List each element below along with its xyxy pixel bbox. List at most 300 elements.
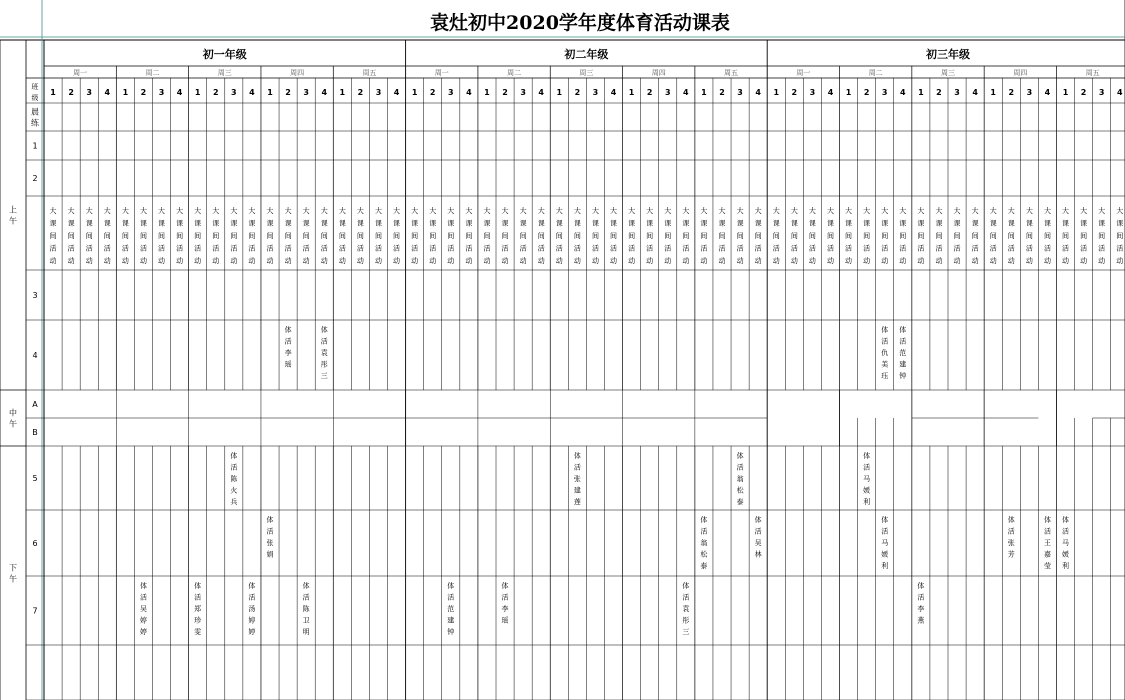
break-activity-char: 大 xyxy=(139,207,147,215)
break-activity-char: 大 xyxy=(1025,207,1033,215)
break-activity-char: 动 xyxy=(176,257,184,265)
section-label-noon: 午 xyxy=(9,419,17,429)
class-entry-char: 泰 xyxy=(700,562,708,570)
period-number: 1 xyxy=(122,88,129,97)
class-entry-char: 美 xyxy=(881,360,889,369)
break-activity-char: 动 xyxy=(447,257,455,265)
row-label-r-chenlian: 晨 xyxy=(31,107,39,117)
class-entry-char: 婷 xyxy=(139,616,147,625)
period-number: 4 xyxy=(104,88,111,97)
break-activity-char: 活 xyxy=(429,244,437,253)
class-entry-char: 活 xyxy=(736,463,744,472)
break-activity-char: 课 xyxy=(664,219,672,228)
day-header: 周五 xyxy=(362,69,377,77)
class-entry-char: 明 xyxy=(302,628,310,636)
break-activity-char: 动 xyxy=(338,257,346,265)
break-activity-char: 间 xyxy=(356,232,364,240)
class-entry xyxy=(863,451,870,506)
day-header: 周一 xyxy=(73,69,88,77)
break-activity-char: 课 xyxy=(718,219,726,228)
class-entry-char: 汤 xyxy=(248,605,256,613)
class-entry-char: 郑 xyxy=(194,605,202,613)
break-activity-char: 活 xyxy=(808,244,816,253)
break-activity-char: 动 xyxy=(1098,257,1106,265)
break-activity-char: 活 xyxy=(393,244,401,253)
row-label-r-4: 4 xyxy=(32,351,38,360)
class-entry-char: 体 xyxy=(320,326,328,334)
break-activity-char: 课 xyxy=(537,219,545,228)
class-entry-char: 莹 xyxy=(1043,562,1051,570)
class-entry-char: 吴 xyxy=(754,539,762,547)
period-number: 4 xyxy=(321,88,328,97)
break-activity-char: 间 xyxy=(248,232,256,240)
break-activity-char: 课 xyxy=(429,219,437,228)
break-activity-char: 大 xyxy=(863,207,871,215)
break-activity-char: 活 xyxy=(772,244,780,253)
break-activity-char: 大 xyxy=(465,207,473,215)
break-activity-char: 大 xyxy=(971,207,979,215)
row-label-r-5: 5 xyxy=(32,474,38,483)
class-entry-char: 兵 xyxy=(230,498,238,506)
class-entry-char: 媛 xyxy=(881,550,889,559)
break-activity-char: 大 xyxy=(1080,207,1088,215)
break-activity-char: 动 xyxy=(139,257,147,265)
break-activity-char: 大 xyxy=(989,207,997,215)
break-activity-char: 活 xyxy=(718,244,726,253)
period-number: 2 xyxy=(574,88,581,97)
period-number: 2 xyxy=(791,88,798,97)
break-activity-char: 动 xyxy=(845,257,853,265)
class-entry-char: 体 xyxy=(139,582,147,590)
break-activity-char: 活 xyxy=(465,244,473,253)
break-activity-char: 间 xyxy=(1007,232,1015,240)
break-activity-char: 活 xyxy=(320,244,328,253)
period-number: 3 xyxy=(520,88,526,97)
break-activity-char: 活 xyxy=(971,244,979,253)
class-entry-char: 活 xyxy=(302,593,310,602)
period-number: 3 xyxy=(1026,88,1033,97)
break-activity-char: 课 xyxy=(772,219,780,228)
period-number: 1 xyxy=(484,88,490,97)
class-entry-char: 体 xyxy=(501,582,509,590)
break-activity-char: 动 xyxy=(248,257,256,265)
class-entry-char: 利 xyxy=(863,498,871,506)
class-entry xyxy=(447,581,454,636)
break-activity-char: 活 xyxy=(935,244,943,253)
class-entry-char: 体 xyxy=(302,582,310,590)
break-activity-char: 活 xyxy=(519,244,527,253)
break-activity-char: 间 xyxy=(465,232,473,240)
class-entry-char: 体 xyxy=(1043,516,1051,524)
break-activity-char: 大 xyxy=(555,207,563,215)
break-activity-char: 大 xyxy=(447,207,455,215)
break-activity-char: 间 xyxy=(1043,232,1051,240)
class-entry-char: 体 xyxy=(284,326,292,334)
break-activity-char: 间 xyxy=(971,232,979,240)
break-activity-char: 间 xyxy=(790,232,798,240)
break-activity-char: 间 xyxy=(899,232,907,240)
break-activity-char: 动 xyxy=(700,257,708,265)
section-label-noon: 中 xyxy=(9,408,17,418)
break-activity-char: 动 xyxy=(1062,257,1070,265)
break-activity-char: 大 xyxy=(519,207,527,215)
break-activity-char: 课 xyxy=(555,219,563,228)
class-entry-char: 建 xyxy=(447,616,455,625)
break-activity-char: 大 xyxy=(501,207,509,215)
break-activity-char: 大 xyxy=(646,207,654,215)
break-activity-char: 间 xyxy=(646,232,654,240)
break-activity-char: 大 xyxy=(356,207,364,215)
period-number: 4 xyxy=(610,88,617,97)
break-activity-char: 大 xyxy=(302,207,310,215)
break-activity-char: 间 xyxy=(176,232,184,240)
day-header: 周二 xyxy=(145,69,160,77)
break-activity-char: 课 xyxy=(49,219,57,228)
class-entry-char: 林 xyxy=(754,550,762,559)
break-activity-char: 间 xyxy=(772,232,780,240)
break-activity-char: 大 xyxy=(85,207,93,215)
class-entry xyxy=(194,581,201,636)
break-activity-char: 间 xyxy=(266,232,274,240)
break-activity-char: 大 xyxy=(1043,207,1051,215)
class-entry-char: 张 xyxy=(573,475,581,483)
break-activity-char: 间 xyxy=(338,232,346,240)
break-activity-char: 间 xyxy=(917,232,925,240)
class-entry-char: 活 xyxy=(881,337,889,346)
period-number: 2 xyxy=(1008,88,1015,97)
break-activity-char: 大 xyxy=(754,207,762,215)
break-activity-char: 课 xyxy=(302,219,310,228)
break-activity-char: 间 xyxy=(429,232,437,240)
period-number: 2 xyxy=(1080,88,1087,97)
break-activity-char: 活 xyxy=(85,244,93,253)
class-entry-char: 彤 xyxy=(682,616,690,625)
day-header: 周三 xyxy=(941,69,955,77)
break-activity-char: 活 xyxy=(139,244,147,253)
class-entry xyxy=(1044,515,1051,570)
break-activity-char: 大 xyxy=(320,207,328,215)
period-number: 4 xyxy=(466,88,472,97)
break-activity-char: 大 xyxy=(194,207,202,215)
break-activity-char: 间 xyxy=(718,232,726,240)
break-activity-char: 动 xyxy=(591,257,599,265)
break-activity-char: 大 xyxy=(845,207,853,215)
break-activity-char: 活 xyxy=(537,244,545,253)
break-activity-char: 大 xyxy=(591,207,599,215)
break-activity-char: 间 xyxy=(230,232,238,240)
break-activity-char: 活 xyxy=(1080,244,1088,253)
class-entry-char: 体 xyxy=(194,582,202,590)
break-activity-char: 大 xyxy=(1116,207,1124,215)
class-entry xyxy=(917,581,925,625)
class-entry-char: 活 xyxy=(194,593,202,602)
break-activity-char: 课 xyxy=(826,219,834,228)
class-entry-char: 体 xyxy=(881,516,889,524)
break-activity-char: 大 xyxy=(1007,207,1015,215)
day-header: 周一 xyxy=(796,69,811,77)
class-entry-char: 活 xyxy=(447,593,455,602)
class-entry-char: 体 xyxy=(230,452,238,460)
break-activity-char: 大 xyxy=(772,207,780,215)
class-entry xyxy=(700,515,708,570)
class-entry xyxy=(230,451,238,506)
class-entry-char: 火 xyxy=(230,486,238,495)
break-activity-char: 课 xyxy=(139,219,147,228)
break-activity-char: 课 xyxy=(158,219,166,228)
break-activity-char: 动 xyxy=(85,257,93,265)
break-activity-char: 大 xyxy=(682,207,690,215)
class-entry-char: 袁 xyxy=(682,605,690,613)
break-activity-char: 动 xyxy=(429,257,437,265)
day-header: 周四 xyxy=(651,69,666,77)
class-entry-char: 陈 xyxy=(230,475,238,483)
break-activity-char: 间 xyxy=(754,232,762,240)
period-number: 1 xyxy=(267,88,273,97)
break-activity-char: 动 xyxy=(266,257,274,265)
class-entry-char: 活 xyxy=(881,527,889,536)
break-activity-char: 动 xyxy=(302,257,310,265)
break-activity-char: 动 xyxy=(537,257,545,265)
break-activity-char: 活 xyxy=(158,244,166,253)
break-activity-char: 动 xyxy=(284,257,292,265)
class-entry-char: 翁 xyxy=(736,475,744,483)
break-activity-char: 动 xyxy=(1080,257,1088,265)
break-activity-char: 课 xyxy=(1116,219,1124,228)
break-activity-char: 间 xyxy=(212,232,220,240)
class-entry xyxy=(267,515,274,559)
break-activity-char: 大 xyxy=(537,207,545,215)
period-number: 2 xyxy=(357,88,364,97)
class-entry-char: 马 xyxy=(1062,539,1070,547)
break-activity-char: 活 xyxy=(736,244,744,253)
schedule-title: 袁灶初中2020学年度体育活动课表 xyxy=(430,12,730,34)
break-activity-char: 间 xyxy=(519,232,527,240)
break-activity-char: 课 xyxy=(411,219,419,228)
break-activity-char: 活 xyxy=(1025,244,1033,253)
class-entry-char: 体 xyxy=(447,582,455,590)
break-activity-char: 活 xyxy=(573,244,581,253)
break-activity-char: 动 xyxy=(555,257,563,265)
period-number: 4 xyxy=(755,88,761,97)
class-entry-char: 婷 xyxy=(139,628,147,636)
break-activity-char: 课 xyxy=(682,219,690,228)
break-activity-char: 动 xyxy=(411,257,419,265)
class-entry-char: 活 xyxy=(1062,527,1070,536)
day-header: 周二 xyxy=(507,69,522,77)
period-number: 2 xyxy=(429,88,436,97)
break-activity-char: 课 xyxy=(465,219,473,228)
class-entry xyxy=(881,325,888,380)
class-entry-char: 活 xyxy=(573,463,581,472)
grade-headers xyxy=(202,47,970,61)
class-entry-char: 卫 xyxy=(302,616,310,625)
class-entry-char: 珏 xyxy=(881,372,889,380)
class-entry-char: 媛 xyxy=(863,486,871,495)
period-number: 3 xyxy=(86,88,92,97)
class-entry xyxy=(574,451,581,506)
class-entry xyxy=(682,581,689,636)
break-activity-char: 活 xyxy=(917,244,925,253)
day-header: 周二 xyxy=(868,69,883,77)
class-entry-char: 体 xyxy=(881,326,889,334)
break-activity-char: 活 xyxy=(899,244,907,253)
break-activity-char: 动 xyxy=(1025,257,1033,265)
break-activity-char: 动 xyxy=(573,257,581,265)
break-activity-char: 间 xyxy=(808,232,816,240)
class-entry xyxy=(248,581,255,636)
break-activity-char: 活 xyxy=(447,244,455,253)
break-activity-char: 活 xyxy=(121,244,129,253)
break-activity-char: 动 xyxy=(646,257,654,265)
period-headers xyxy=(32,82,1123,102)
period-number: 2 xyxy=(285,88,291,97)
row-label-r-3: 3 xyxy=(32,291,38,300)
class-header-char: 班 xyxy=(31,83,39,91)
class-entry-char: 范 xyxy=(447,605,455,613)
class-entry-char: 建 xyxy=(899,360,907,369)
day-header: 周四 xyxy=(290,69,305,77)
class-entry-char: 三 xyxy=(682,628,690,636)
break-activity-char: 动 xyxy=(158,257,166,265)
break-activity-char: 活 xyxy=(591,244,599,253)
class-entry-char: 利 xyxy=(1062,562,1070,570)
period-number: 2 xyxy=(863,88,870,97)
period-number: 2 xyxy=(140,88,147,97)
break-activity-char: 大 xyxy=(826,207,834,215)
class-entry-char: 陈 xyxy=(302,605,310,613)
break-activity-char: 课 xyxy=(374,219,382,228)
break-activity-char: 课 xyxy=(483,219,491,228)
row-label-r-6: 6 xyxy=(32,539,38,548)
class-entry-char: 瑶 xyxy=(284,360,292,369)
break-activity-char: 动 xyxy=(1116,257,1124,265)
break-activity-char: 间 xyxy=(194,232,202,240)
break-activity-char: 大 xyxy=(881,207,889,215)
break-activity-char: 课 xyxy=(1025,219,1033,228)
break-activity-char: 大 xyxy=(103,207,111,215)
break-activity-char: 间 xyxy=(67,232,75,240)
class-entry-char: 雯 xyxy=(194,628,202,636)
break-activity-char: 间 xyxy=(736,232,744,240)
break-activity-char: 大 xyxy=(628,207,636,215)
break-activity-char: 活 xyxy=(212,244,220,253)
break-activity-char: 课 xyxy=(1007,219,1015,228)
class-entry-char: 松 xyxy=(736,486,744,495)
break-activity-char: 活 xyxy=(176,244,184,253)
break-activity-char: 动 xyxy=(465,257,473,265)
break-activity-char: 课 xyxy=(610,219,618,228)
period-number: 3 xyxy=(881,88,888,97)
class-entry-char: 张 xyxy=(266,539,274,547)
break-activity-char: 活 xyxy=(682,244,690,253)
break-activity-char: 大 xyxy=(1098,207,1106,215)
break-activity-char: 间 xyxy=(628,232,636,240)
period-number: 2 xyxy=(719,88,725,97)
break-activity-char: 活 xyxy=(49,244,57,253)
break-activity-char: 大 xyxy=(483,207,491,215)
break-activity-char: 动 xyxy=(230,257,238,265)
break-activity-char: 动 xyxy=(121,257,129,265)
period-number: 4 xyxy=(827,88,834,97)
break-activity-char: 间 xyxy=(863,232,871,240)
period-number: 4 xyxy=(972,88,978,97)
break-activity-char: 课 xyxy=(808,219,816,228)
break-activity-char: 间 xyxy=(121,232,129,240)
break-activity-char: 间 xyxy=(1062,232,1070,240)
class-entry xyxy=(303,581,311,636)
break-activity-char: 活 xyxy=(790,244,798,253)
class-entry-char: 体 xyxy=(1062,516,1070,524)
break-activity-char: 动 xyxy=(790,257,798,265)
class-entry-char: 体 xyxy=(266,516,274,524)
break-activity-char: 课 xyxy=(700,219,708,228)
section-label-morning: 午 xyxy=(9,216,17,226)
break-activity-char: 活 xyxy=(1043,244,1051,253)
period-number: 1 xyxy=(918,88,924,97)
class-entry-char: 马 xyxy=(863,475,871,483)
break-activity-char: 大 xyxy=(374,207,382,215)
period-number: 4 xyxy=(900,88,906,97)
break-activity-char: 动 xyxy=(356,257,364,265)
break-activity-char: 间 xyxy=(284,232,292,240)
class-entry xyxy=(737,451,745,506)
break-activity-char: 活 xyxy=(754,244,762,253)
class-entry-char: 仇 xyxy=(881,349,889,357)
break-activity-char: 活 xyxy=(483,244,491,253)
break-activity-char: 课 xyxy=(248,219,256,228)
period-number: 1 xyxy=(773,88,780,97)
break-activity-char: 大 xyxy=(1062,207,1070,215)
period-number: 3 xyxy=(954,88,960,97)
class-entry-char: 活 xyxy=(266,527,274,536)
break-activity-char: 动 xyxy=(808,257,816,265)
break-activity-char: 动 xyxy=(664,257,672,265)
break-activity-char: 间 xyxy=(700,232,708,240)
break-activity-char: 大 xyxy=(664,207,672,215)
period-number: 3 xyxy=(664,88,671,97)
break-activity-char: 课 xyxy=(591,219,599,228)
break-activity-char: 课 xyxy=(935,219,943,228)
class-entry-char: 李 xyxy=(284,349,292,357)
class-entry-char: 体 xyxy=(248,582,256,590)
break-activity-char: 动 xyxy=(863,257,871,265)
row-label-r-1: 1 xyxy=(32,141,38,151)
row-label-r-a: A xyxy=(32,400,38,409)
break-activity-char: 活 xyxy=(845,244,853,253)
break-activity-char: 动 xyxy=(899,257,907,265)
break-activity-char: 动 xyxy=(67,257,75,265)
class-entry xyxy=(755,515,762,559)
break-activity-char: 活 xyxy=(700,244,708,253)
break-activity-char: 间 xyxy=(989,232,997,240)
break-activity-char: 间 xyxy=(573,232,581,240)
grade-header: 初二年级 xyxy=(564,48,609,61)
break-activity-char: 课 xyxy=(121,219,129,228)
break-activity-char: 间 xyxy=(501,232,509,240)
break-activity-char: 课 xyxy=(845,219,853,228)
break-activity-char: 间 xyxy=(158,232,166,240)
class-entry xyxy=(502,581,509,625)
class-entry-char: 活 xyxy=(863,463,871,472)
break-activity-char: 活 xyxy=(1116,244,1124,253)
class-entry xyxy=(899,325,906,380)
break-activity-char: 动 xyxy=(501,257,509,265)
break-activity-char: 课 xyxy=(103,219,111,228)
break-activity-char: 间 xyxy=(555,232,563,240)
break-activity-char: 活 xyxy=(610,244,618,253)
break-activity-char: 大 xyxy=(429,207,437,215)
period-number: 4 xyxy=(249,88,255,97)
